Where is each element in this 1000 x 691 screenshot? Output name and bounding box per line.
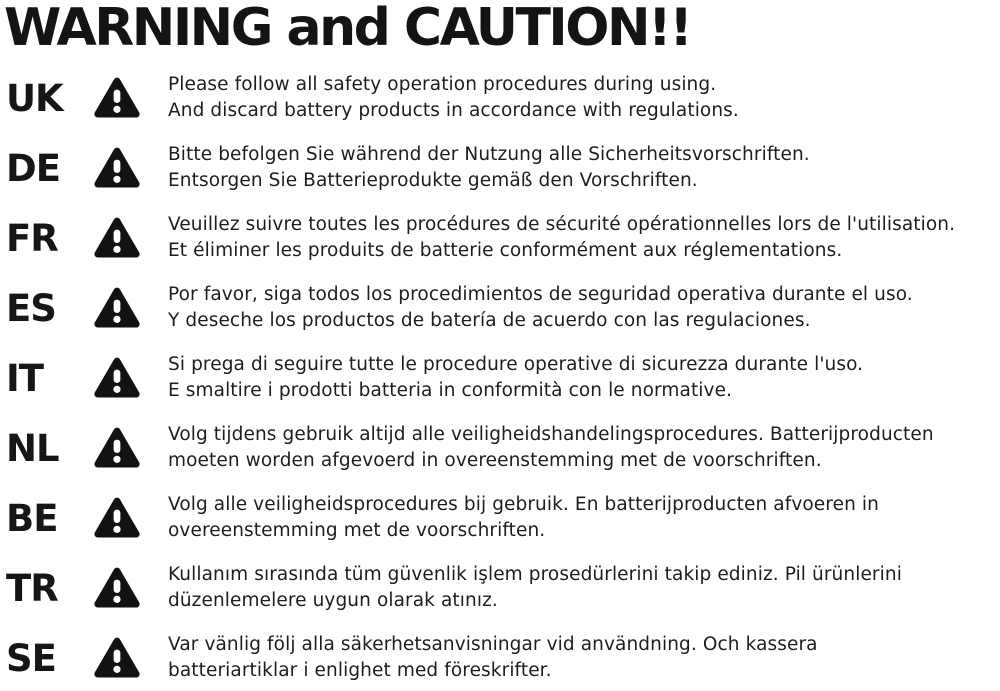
warning-line-1: Si prega di seguire tutte le procedure operative di sicurezza durante l'uso. xyxy=(168,354,864,376)
language-code: TR xyxy=(6,566,58,610)
warning-text xyxy=(150,212,1000,264)
warning-text xyxy=(150,72,1000,124)
warning-line-2: E smaltire i prodotti batteria in conformità con le normative. xyxy=(168,380,733,402)
warning-icon-cell xyxy=(84,493,150,543)
warning-rows xyxy=(4,72,1000,685)
warning-text xyxy=(150,562,1000,614)
warning-line-1: Please follow all safety operation procedures during using. xyxy=(168,74,717,96)
warning-line-2: Y deseche los productos de batería de acuerdo con las regulaciones. xyxy=(168,310,811,332)
warning-triangle-icon xyxy=(94,143,140,193)
language-code: ES xyxy=(6,286,56,330)
warning-line-1: Volg tijdens gebruik altijd alle veiligheidshandelingsprocedures. Batterijproducten xyxy=(168,424,934,446)
warning-text xyxy=(150,142,1000,194)
language-code: IT xyxy=(6,356,44,400)
language-code: SE xyxy=(6,636,56,680)
warning-row xyxy=(4,212,1000,265)
warning-line-1: Veuillez suivre toutes les procédures de sécurité opérationnelles lors de l'utilisation. xyxy=(168,214,956,236)
warning-row xyxy=(4,352,1000,405)
warning-text xyxy=(150,352,1000,404)
warning-text xyxy=(150,632,1000,684)
warning-line-1: Kullanım sırasında tüm güvenlik işlem prosedürlerini takip ediniz. Pil ürünlerini xyxy=(168,564,902,586)
language-code: FR xyxy=(6,216,58,260)
warning-row xyxy=(4,492,1000,545)
warning-text xyxy=(150,422,1000,474)
language-code: DE xyxy=(6,146,60,190)
warning-triangle-icon xyxy=(94,423,140,473)
warning-row xyxy=(4,282,1000,335)
warning-icon-cell xyxy=(84,633,150,683)
warning-line-2: batteriartiklar i enlighet med föreskrifter. xyxy=(168,660,552,682)
warning-icon-cell xyxy=(84,563,150,613)
warning-row xyxy=(4,72,1000,125)
warning-triangle-icon xyxy=(94,493,140,543)
warning-triangle-icon xyxy=(94,283,140,333)
warning-row xyxy=(4,422,1000,475)
warning-triangle-icon xyxy=(94,73,140,123)
warning-line-2: düzenlemelere uygun olarak atınız. xyxy=(168,590,498,612)
warning-text xyxy=(150,282,1000,334)
warning-row xyxy=(4,632,1000,685)
warning-icon-cell xyxy=(84,143,150,193)
warning-line-2: overeenstemming met de voorschriften. xyxy=(168,520,546,542)
warning-row xyxy=(4,562,1000,615)
warning-line-2: Et éliminer les produits de batterie conformément aux réglementations. xyxy=(168,240,843,262)
warning-line-2: And discard battery products in accordance with regulations. xyxy=(168,100,739,122)
page-title: WARNING and CAUTION!! xyxy=(4,0,691,58)
warning-triangle-icon xyxy=(94,213,140,263)
warning-line-1: Volg alle veiligheidsprocedures bij gebruik. En batterijproducten afvoeren in xyxy=(168,494,879,516)
warning-triangle-icon xyxy=(94,353,140,403)
warning-icon-cell xyxy=(84,283,150,333)
warning-triangle-icon xyxy=(94,633,140,683)
warning-row xyxy=(4,142,1000,195)
warning-icon-cell xyxy=(84,423,150,473)
warning-line-2: moeten worden afgevoerd in overeenstemming met de voorschriften. xyxy=(168,450,822,472)
warning-triangle-icon xyxy=(94,563,140,613)
warning-icon-cell xyxy=(84,213,150,263)
warning-icon-cell xyxy=(84,353,150,403)
warning-line-1: Var vänlig följ alla säkerhetsanvisningar vid användning. Och kassera xyxy=(168,634,818,656)
warning-line-2: Entsorgen Sie Batterieprodukte gemäß den Vorschriften. xyxy=(168,170,698,192)
warning-icon-cell xyxy=(84,73,150,123)
language-code: UK xyxy=(6,76,63,120)
warning-line-1: Por favor, siga todos los procedimientos de seguridad operativa durante el uso. xyxy=(168,284,913,306)
language-code: BE xyxy=(6,496,58,540)
language-code: NL xyxy=(6,426,59,470)
warning-line-1: Bitte befolgen Sie während der Nutzung alle Sicherheitsvorschriften. xyxy=(168,144,810,166)
warning-text xyxy=(150,492,1000,544)
